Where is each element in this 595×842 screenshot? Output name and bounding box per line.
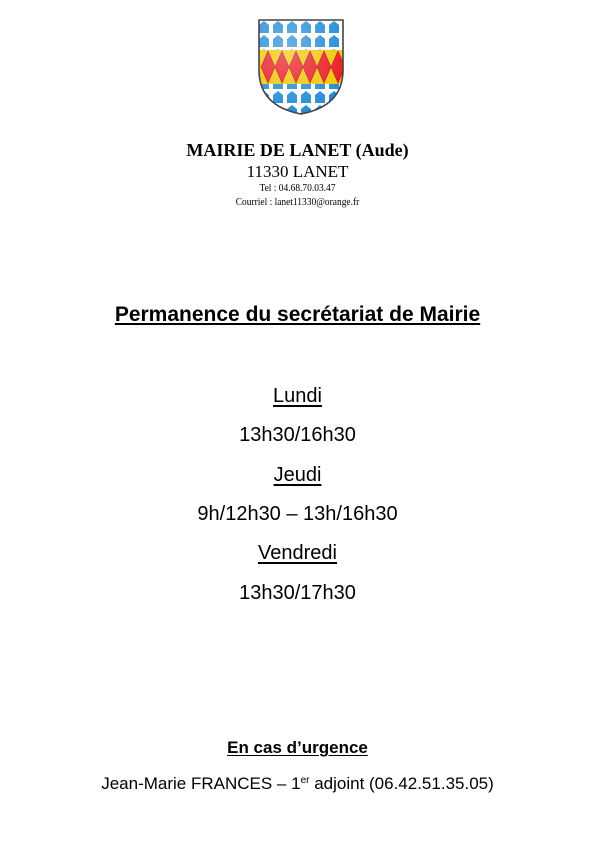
schedule-day-monday: Lundi (273, 385, 322, 407)
schedule-day-friday: Vendredi (258, 542, 337, 564)
schedule-hours-monday: 13h30/16h30 (239, 424, 356, 446)
phone-line: Tel : 04.68.70.03.47 (259, 183, 336, 194)
email-line: Courriel : lanet11330@orange.fr (235, 197, 360, 208)
contact-name: Jean-Marie FRANCES – 1 (101, 774, 301, 793)
emergency-heading: En cas d’urgence (227, 738, 368, 757)
permanence-heading: Permanence du secrétariat de Mairie (114, 303, 481, 326)
mairie-title: MAIRIE DE LANET (Aude) (186, 140, 409, 160)
schedule-hours-friday: 13h30/17h30 (239, 582, 356, 604)
postal-city: 11330 LANET (246, 162, 349, 181)
coat-of-arms-logo (257, 18, 345, 116)
emergency-contact (0, 775, 595, 792)
schedule-hours-thursday: 9h/12h30 – 13h/16h30 (197, 503, 398, 525)
schedule-day-thursday: Jeudi (273, 464, 322, 486)
contact-role-phone: adjoint (06.42.51.35.05) (309, 774, 494, 793)
ordinal-suffix: er (300, 775, 310, 786)
